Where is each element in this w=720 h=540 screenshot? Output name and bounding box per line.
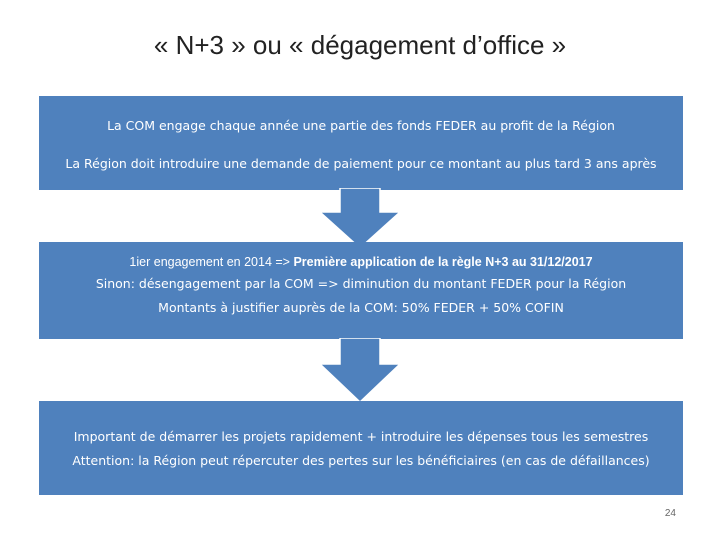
step-1-line-1: La COM engage chaque année une partie des fonds FEDER au profit de la Région [107, 118, 615, 133]
page-number: 24 [664, 508, 676, 519]
slide-title: « N+3 » ou « dégagement d’office » [153, 30, 567, 60]
step-2-line-3: Montants à justifier auprès de la COM: 50% FEDER + 50% COFIN [158, 300, 564, 315]
step-box-3 [39, 401, 683, 495]
down-arrow-2-shape [320, 338, 400, 402]
down-arrow-2 [320, 338, 400, 402]
step-2-line-2: Sinon: désengagement par la COM => diminution du montant FEDER pour la Région [95, 276, 627, 291]
down-arrow-1 [320, 188, 400, 248]
step-1-line-2: La Région doit introduire une demande de paiement pour ce montant au plus tard 3 ans après [65, 156, 657, 171]
step-3-line-2: Attention: la Région peut répercuter des pertes sur les bénéficiaires (en cas de défaillances) [72, 453, 650, 468]
step-3-line-1: Important de démarrer les projets rapidement + introduire les dépenses tous les semestres [73, 429, 649, 444]
step-2-line-1-text: 1ier engagement en 2014 => [129, 255, 294, 269]
step-2-line-1 [39, 254, 683, 269]
down-arrow-1-shape [320, 188, 400, 248]
step-2-line-1-highlight: Première application de la règle N+3 au 31/12/2017 [293, 255, 593, 269]
step-box-2 [39, 242, 683, 339]
step-box-1 [39, 96, 683, 190]
